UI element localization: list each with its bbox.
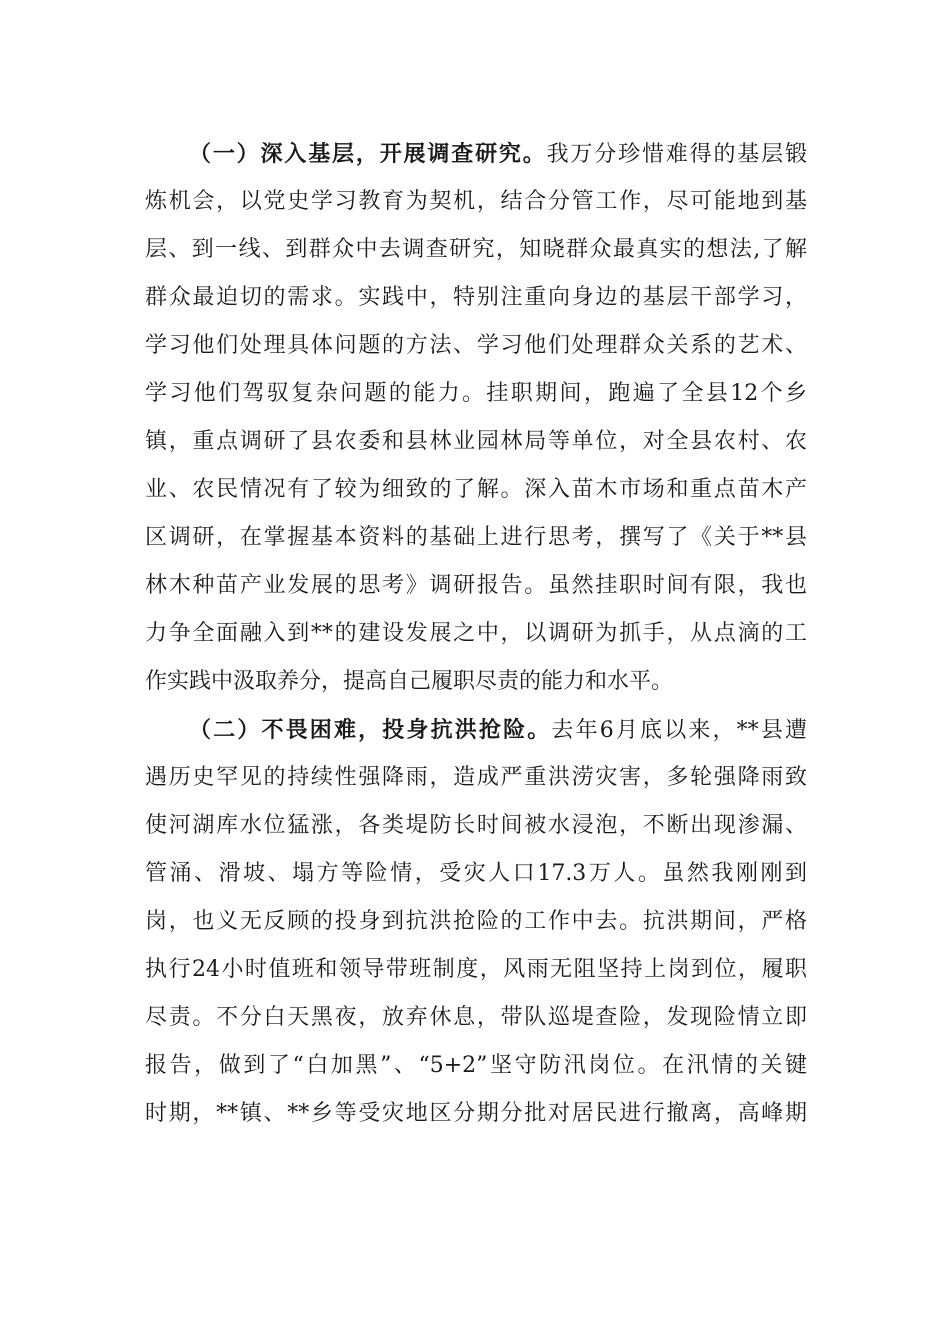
paragraph-line: 学习他们驾驭复杂问题的能力。挂职期间，跑遍了全县12个乡 <box>145 381 807 406</box>
paragraph-text: 我万分珍惜难得的基层锻 <box>546 142 807 167</box>
paragraph-line: 尽责。不分白天黑夜，放弃休息，带队巡堤查险，发现险情立即 <box>145 1005 807 1030</box>
paragraph-line: 业、农民情况有了较为细致的了解。深入苗木市场和重点苗木产 <box>145 477 807 502</box>
paragraph-line: 管涌、滑坡、塌方等险情，受灾人口17.3万人。虽然我刚刚到 <box>145 861 807 886</box>
paragraph-line: 使河湖库水位猛涨，各类堤防长时间被水浸泡，不断出现渗漏、 <box>145 813 807 838</box>
paragraph-line: 炼机会，以党史学习教育为契机，结合分管工作，尽可能地到基 <box>145 189 807 214</box>
paragraph-line: 时期，**镇、**乡等受灾地区分期分批对居民进行撤离，高峰期 <box>145 1101 807 1126</box>
paragraph-text: 去年6月底以来，**县遭 <box>551 718 807 743</box>
paragraph-line <box>189 138 807 170</box>
paragraph-line: 区调研，在掌握基本资料的基础上进行思考，撰写了《关于**县 <box>145 525 807 550</box>
paragraph-line: 报告，做到了“白加黑”、“5+2”坚守防汛岗位。在汛情的关键 <box>145 1053 807 1078</box>
paragraph-line: 学习他们处理具体问题的方法、学习他们处理群众关系的艺术、 <box>145 333 807 358</box>
paragraph-line: 镇，重点调研了县农委和县林业园林局等单位，对全县农村、农 <box>145 429 807 454</box>
paragraph-line: 林木种苗产业发展的思考》调研报告。虽然挂职时间有限，我也 <box>145 573 807 598</box>
paragraph-line: 作实践中汲取养分，提高自己履职尽责的能力和水平。 <box>145 669 674 694</box>
paragraph-line <box>189 714 807 746</box>
paragraph-line: 层、到一线、到群众中去调查研究，知晓群众最真实的想法,了解 <box>145 237 807 262</box>
paragraph-line: 遇历史罕见的持续性强降雨，造成严重洪涝灾害，多轮强降雨致 <box>145 765 807 790</box>
paragraph-line: 执行24小时值班和领导带班制度，风雨无阻坚持上岗到位，履职 <box>145 957 807 982</box>
paragraph-line: 岗，也义无反顾的投身到抗洪抢险的工作中去。抗洪期间，严格 <box>145 909 807 934</box>
paragraph-line: 力争全面融入到**的建设发展之中，以调研为抓手，从点滴的工 <box>145 621 807 646</box>
section-heading: （一）深入基层，开展调查研究。 <box>189 141 547 167</box>
section-heading: （二）不畏困难，投身抗洪抢险。 <box>189 717 552 743</box>
paragraph-line: 群众最迫切的需求。实践中，特别注重向身边的基层干部学习， <box>145 285 807 310</box>
